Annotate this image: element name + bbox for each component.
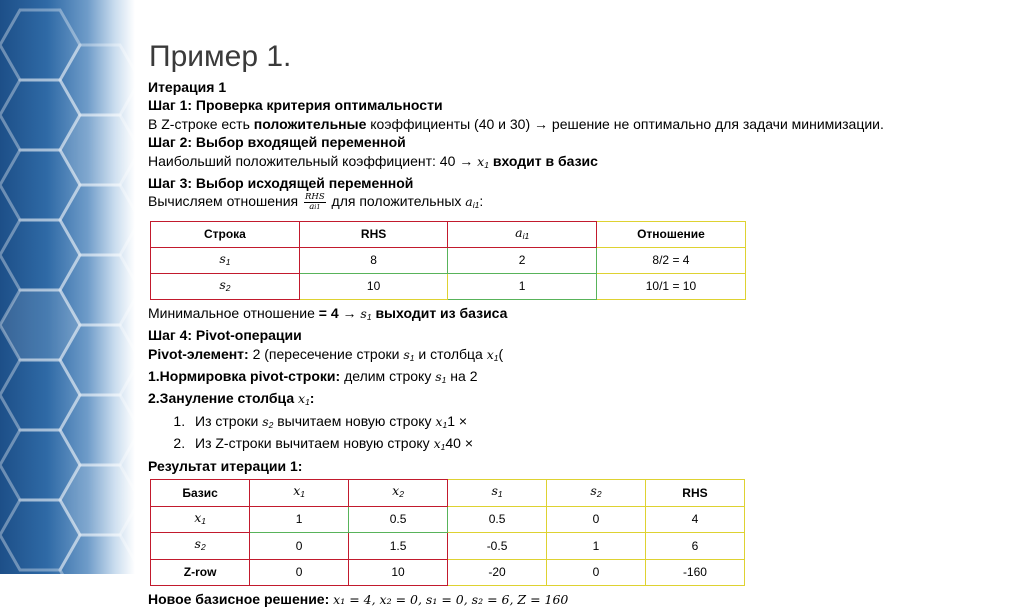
table-row: $x_1$ 1 0.5 0.5 0 4 [151,506,745,533]
ratio-table [150,221,746,300]
hexagon-pattern [0,0,135,574]
normalize-text: 1.Нормировка pivot-строки: делим строку $s_1$ на 2 [148,368,478,386]
decorative-sidebar [0,0,135,574]
table-row: $s_2$ 10 1 10/1 = 10 [151,273,746,299]
page-title: Пример 1. [149,40,292,73]
list-item: 1. Из строки $s_2$ вычитаем новую строку $x_11$ × [189,412,1008,434]
result-heading: Результат итерации 1: [148,457,303,474]
step3-text: Вычисляем отношения $\frac{\text{RHS}}{ai1}$ для положительных $a_{i1}$: [148,192,484,213]
table-row: $s_2$ 0 1.5 -0.5 1 6 [151,533,745,560]
result-table [150,479,745,586]
ratio-fraction: $\frac{\text{RHS}}{ai1}$ [305,192,325,213]
table-row: $s_1$ 8 2 8/2 = 4 [151,247,746,273]
step4-heading: Шаг 4: Pivot-операции [148,327,302,344]
step1-heading: Шаг 1: Проверка критерия оптимальности [148,97,443,114]
step1-text: В Z-строке есть положительные коэффициенты (40 и 30) → решение не оптимально для задачи минимизации. [148,115,884,132]
main-content [148,78,1008,610]
table-header-row: Строка RHS $a_{i1}$ Отношение [151,221,746,247]
step3-heading: Шаг 3: Выбор исходящей переменной [148,175,414,192]
operations-list [148,412,1008,457]
zero-column-text: 2.Зануление столбца $x_1$: [148,390,315,408]
step2-heading: Шаг 2: Выбор входящей переменной [148,134,406,151]
pivot-text: Pivot-элемент: 2 (пересечение строки $s_1$ и столбца $x_1$( [148,345,504,363]
table-header-row: Базис $x_1$ $x_2$ $s_1$ $s_2$ RHS [151,480,745,507]
table-row: Z-row 0 10 -20 0 -160 [151,559,745,586]
step2-text: Наибольший положительный коэффициент: $40 \to x_1$ входит в базис [148,152,598,170]
min-ratio-text: Минимальное отношение = $4 \to s_1$ выходит из базиса [148,304,508,322]
final-solution: Новое базисное решение: x₁ = 4, x₂ = 0, s₁ = 0, s₂ = 6, Z = 160 [148,591,569,608]
list-item: 2. Из Z-строки вычитаем новую строку $x_140$ × [189,434,1008,456]
iteration-heading: Итерация 1 [148,79,227,95]
